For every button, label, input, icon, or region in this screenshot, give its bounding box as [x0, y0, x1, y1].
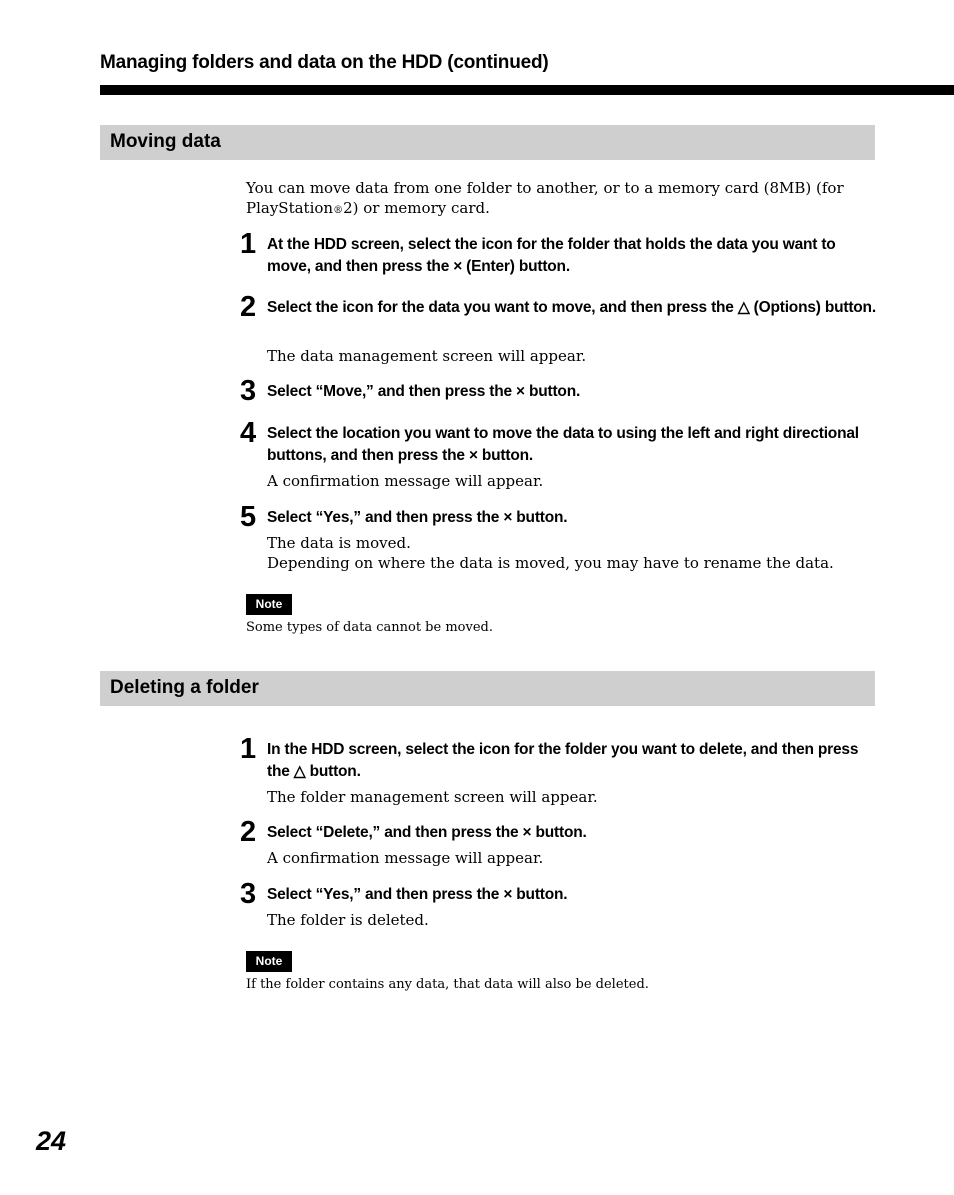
step-number: 5 [240, 501, 257, 533]
step-number: 1 [240, 733, 257, 765]
step-description: A confirmation message will appear. [267, 472, 544, 490]
step-instruction: Select “Move,” and then press the × button. [267, 383, 581, 400]
step-number: 1 [240, 228, 257, 260]
note-text: Some types of data cannot be moved. [246, 620, 493, 635]
step-number: 3 [240, 375, 257, 407]
step-instruction: Select “Delete,” and then press the × button. [267, 824, 587, 841]
note-text: If the folder contains any data, that data will also be deleted. [246, 977, 649, 992]
header-rule [100, 85, 954, 95]
step-description: The data management screen will appear. [267, 347, 587, 365]
page-header-title: Managing folders and data on the HDD (continued) [100, 52, 549, 73]
intro-paragraph [246, 178, 846, 221]
note-badge: Note [246, 594, 292, 615]
intro-line-2 [246, 198, 846, 221]
step-description-2: Depending on where the data is moved, you may have to rename the data. [267, 554, 834, 572]
step-instruction: In the HDD screen, select the icon for the folder you want to delete, and then press the △ button. [267, 741, 859, 780]
step-description: The folder management screen will appear. [267, 788, 598, 806]
step-number: 2 [240, 816, 257, 848]
registered-mark: ® [333, 205, 344, 216]
intro-playstation: PlayStation [246, 199, 334, 217]
step-description: The folder is deleted. [267, 911, 429, 929]
step-instruction: Select the location you want to move the data to using the left and right directional buttons, and then press the × button. [267, 425, 859, 464]
step-number: 3 [240, 878, 257, 910]
step-instruction: At the HDD screen, select the icon for the folder that holds the data you want to move, and then press the × (Enter) button. [267, 236, 836, 275]
section-bar-moving-data [100, 125, 875, 160]
step-instruction: Select “Yes,” and then press the × button. [267, 509, 568, 526]
section-title-moving-data: Moving data [110, 131, 221, 152]
intro-line-1: You can move data from one folder to another, or to a memory card (8MB) (for [246, 179, 844, 197]
step-instruction: Select “Yes,” and then press the × button. [267, 886, 568, 903]
note-badge: Note [246, 951, 292, 972]
step-description: The data is moved. [267, 534, 411, 552]
step-number: 4 [240, 417, 257, 449]
page-number: 24 [36, 1126, 67, 1156]
step-description: A confirmation message will appear. [267, 849, 544, 867]
step-number: 2 [240, 291, 257, 323]
section-bar-deleting-folder [100, 671, 875, 706]
section-title-deleting-folder: Deleting a folder [110, 677, 259, 698]
intro-line-2-end: 2) or memory card. [343, 199, 490, 217]
step-instruction: Select the icon for the data you want to move, and then press the △ (Options) button. [267, 299, 876, 316]
